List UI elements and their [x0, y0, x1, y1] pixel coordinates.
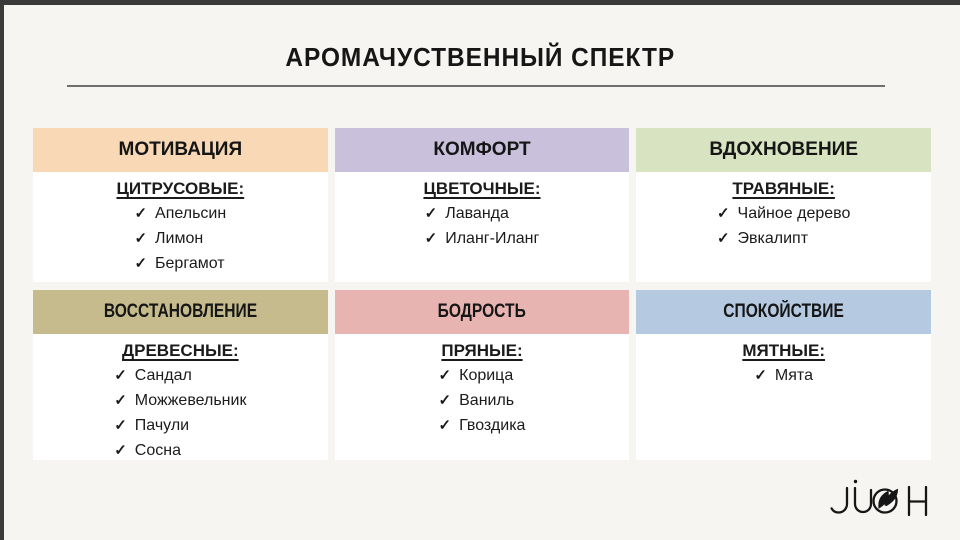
check-icon: ✓	[134, 255, 148, 272]
woody-list	[114, 363, 246, 463]
check-icon: ✓	[438, 392, 452, 409]
group-herbal: ТРАВЯНЫЕ:	[732, 179, 835, 198]
cell-motivation	[33, 128, 328, 282]
herbal-list	[717, 201, 850, 251]
header-inspiration: ВДОХНОВЕНИЕ	[636, 128, 931, 172]
aroma-item-label: Можжевельник	[134, 392, 247, 409]
aroma-item	[134, 201, 226, 226]
aroma-item	[114, 388, 246, 413]
mint-list	[754, 363, 813, 388]
aroma-item	[134, 251, 226, 276]
aroma-item-label: Лимон	[155, 230, 204, 247]
aroma-item-label: Бергамот	[155, 255, 225, 272]
group-citrus: ЦИТРУСОВЫЕ:	[116, 179, 245, 198]
aroma-item	[439, 388, 526, 413]
aroma-item	[717, 201, 850, 226]
group-floral: ЦВЕТОЧНЫЕ:	[423, 179, 541, 198]
aroma-item-label: Иланг-Иланг	[445, 230, 540, 247]
aroma-item	[717, 226, 850, 251]
check-icon: ✓	[114, 392, 127, 409]
aroma-item-label: Эвкалипт	[737, 230, 809, 247]
cell-inspiration	[636, 128, 931, 282]
check-icon: ✓	[424, 230, 438, 247]
aroma-item-label: Чайное дерево	[737, 205, 851, 222]
citrus-list	[134, 201, 226, 276]
aroma-item	[425, 201, 540, 226]
aroma-item-label: Корица	[459, 367, 514, 384]
table-row-2	[33, 290, 931, 460]
aroma-item	[754, 363, 813, 388]
header-calm: СПОКОЙСТВИЕ	[636, 290, 931, 334]
cell-recovery	[33, 290, 328, 460]
group-woody: ДРЕВЕСНЫЕ:	[122, 341, 239, 360]
floral-list	[425, 201, 540, 251]
window-frame-left	[0, 0, 4, 540]
aroma-table	[33, 128, 931, 460]
logo-letter-j	[832, 488, 847, 513]
check-icon: ✓	[114, 367, 127, 384]
aroma-item	[439, 363, 526, 388]
title-underline	[67, 85, 885, 87]
header-motivation: МОТИВАЦИЯ	[33, 128, 328, 172]
header-comfort: КОМФОРТ	[335, 128, 630, 172]
header-recovery: ВОССТАНОВЛЕНИЕ	[33, 290, 328, 334]
check-icon: ✓	[716, 230, 730, 247]
logo-dot	[854, 480, 857, 483]
check-icon: ✓	[716, 205, 730, 222]
check-icon: ✓	[114, 442, 127, 459]
aroma-item-label: Гвоздика	[459, 417, 526, 434]
header-vigor: БОДРОСТЬ	[335, 290, 630, 334]
aroma-item	[114, 438, 246, 463]
aroma-item-label: Ваниль	[459, 392, 515, 409]
cell-vigor	[335, 290, 630, 460]
group-mint: МЯТНЫЕ:	[742, 341, 825, 360]
aroma-item	[114, 363, 246, 388]
aroma-item-label: Апельсин	[155, 205, 227, 222]
aroma-item	[425, 226, 540, 251]
brand-logo-jiah	[830, 474, 944, 526]
check-icon: ✓	[438, 367, 452, 384]
group-spicy: ПРЯНЫЕ:	[441, 341, 523, 360]
check-icon: ✓	[134, 230, 148, 247]
window-frame-top	[0, 0, 960, 5]
aroma-item-label: Мята	[774, 367, 813, 384]
cell-comfort	[335, 128, 630, 282]
aroma-item	[439, 413, 526, 438]
aroma-item-label: Лаванда	[445, 205, 509, 222]
cell-calm	[636, 290, 931, 460]
aroma-item-label: Сосна	[134, 442, 181, 459]
aroma-item	[114, 413, 246, 438]
logo-letter-h	[909, 487, 926, 515]
logo-letter-u	[855, 488, 871, 512]
aroma-item-label: Пачули	[134, 417, 190, 434]
check-icon: ✓	[114, 417, 127, 434]
check-icon: ✓	[754, 367, 767, 384]
check-icon: ✓	[438, 417, 452, 434]
table-row-1	[33, 128, 931, 282]
aroma-item	[134, 226, 226, 251]
check-icon: ✓	[134, 205, 148, 222]
check-icon: ✓	[424, 205, 438, 222]
aroma-item-label: Сандал	[134, 367, 192, 384]
slide-title: АРОМАЧУСТВЕННЫЙ СПЕКТР	[285, 42, 675, 72]
spicy-list	[439, 363, 526, 438]
